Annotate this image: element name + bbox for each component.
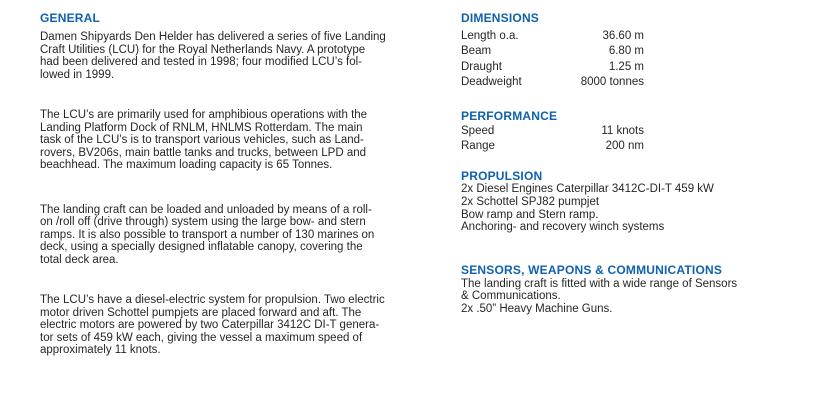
general-paragraph-2: [40, 109, 440, 172]
propulsion-line: 2x Diesel Engines Caterpillar 3412C-DI-T 459 kW: [461, 183, 714, 196]
spec-row-range: [461, 139, 644, 154]
specs-column: [461, 12, 806, 316]
spec-value: 36.60 m: [602, 30, 644, 42]
paragraph-line: rovers, BV206s, main battle tanks and trucks, between LPD and: [40, 146, 367, 159]
paragraph-line: tor sets of 459 kW each, giving the vessel a maximum speed of: [40, 331, 363, 344]
paragraph-line: task of the LCU’s is to transport various vehicles, such as Land-: [40, 134, 364, 146]
performance-section-title: PERFORMANCE: [461, 108, 558, 123]
spec-row-speed: [461, 124, 644, 139]
paragraph-line: lowed in 1999.: [40, 68, 115, 81]
propulsion-line: Bow ramp and Stern ramp.: [461, 208, 599, 221]
general-paragraph-1: [40, 31, 440, 81]
spec-row-beam: [461, 44, 644, 59]
spec-label: Deadweight: [461, 76, 522, 89]
paragraph-line: deck, using a specially designed inflatable canopy, covering the: [40, 241, 363, 253]
spec-value: 11 knots: [601, 124, 644, 137]
spec-label: Speed: [461, 124, 495, 137]
spec-row-deadweight: [461, 75, 644, 90]
spec-row-length: [461, 29, 644, 44]
paragraph-line: The LCU’s have a diesel-electric system for propulsion. Two electric: [40, 294, 385, 306]
sensors-section-title: SENSORS, WEAPONS & COMMUNICATIONS: [461, 262, 723, 277]
general-section-title: GENERAL: [40, 11, 101, 25]
paragraph-line: Landing Platform Dock of RNLM, HNLMS Rotterdam. The main: [40, 121, 363, 134]
paragraph-line: The landing craft can be loaded and unloaded by means of a roll-: [40, 203, 372, 216]
spec-value: 6.80 m: [608, 45, 644, 58]
sensors-weapons-communications-section: [461, 264, 806, 316]
paragraph-line: ramps. It is also possible to transport a number of 130 marines on: [40, 228, 375, 241]
dimensions-section-title: DIMENSIONS: [461, 11, 540, 25]
paragraph-line: approximately 11 knots.: [40, 344, 161, 356]
spec-label: Range: [461, 140, 495, 153]
paragraph-line: on /roll off (drive through) system using the large bow- and stern: [40, 216, 366, 228]
performance-table: [461, 124, 644, 155]
performance-section: [461, 110, 806, 155]
spec-value: 8000 tonnes: [580, 76, 644, 89]
paragraph-line: Craft Utilities (LCU) for the Royal Netherlands Navy. A prototype: [40, 43, 366, 56]
paragraph-line: total deck area.: [40, 253, 119, 266]
dimensions-table: [461, 29, 644, 91]
dimensions-section: [461, 12, 806, 91]
spec-label: Length o.a.: [461, 30, 519, 42]
propulsion-line: Anchoring- and recovery winch systems: [461, 221, 665, 234]
propulsion-section: [461, 170, 806, 233]
sensors-line: 2x .50” Heavy Machine Guns.: [461, 303, 613, 315]
propulsion-section-title: PROPULSION: [461, 169, 543, 184]
paragraph-line: electric motors are powered by two Caterpillar 3412C DI-T genera-: [40, 319, 380, 331]
paragraph-line: beachhead. The maximum loading capacity is 65 Tonnes.: [40, 159, 333, 171]
paragraph-line: The LCU’s are primarily used for amphibious operations with the: [40, 109, 368, 121]
paragraph-line: motor driven Schottel pumpjets are placed forward and aft. The: [40, 306, 362, 319]
spec-row-draught: [461, 60, 644, 75]
spec-label: Beam: [461, 45, 492, 58]
general-column: [40, 12, 440, 357]
spec-label: Draught: [461, 60, 502, 73]
sensors-line: The landing craft is fitted with a wide range of Sensors: [461, 277, 738, 290]
sensors-line: & Communications.: [461, 290, 561, 303]
general-paragraph-4: [40, 294, 440, 357]
general-paragraph-3: [40, 204, 440, 267]
spec-value: 200 nm: [605, 140, 644, 153]
paragraph-line: Damen Shipyards Den Helder has delivered a series of five Landing: [40, 31, 386, 43]
propulsion-line: 2x Schottel SPJ82 pumpjet: [461, 196, 600, 209]
paragraph-line: had been delivered and tested in 1998; four modified LCU’s fol-: [40, 56, 362, 68]
spec-value: 1.25 m: [608, 60, 644, 73]
